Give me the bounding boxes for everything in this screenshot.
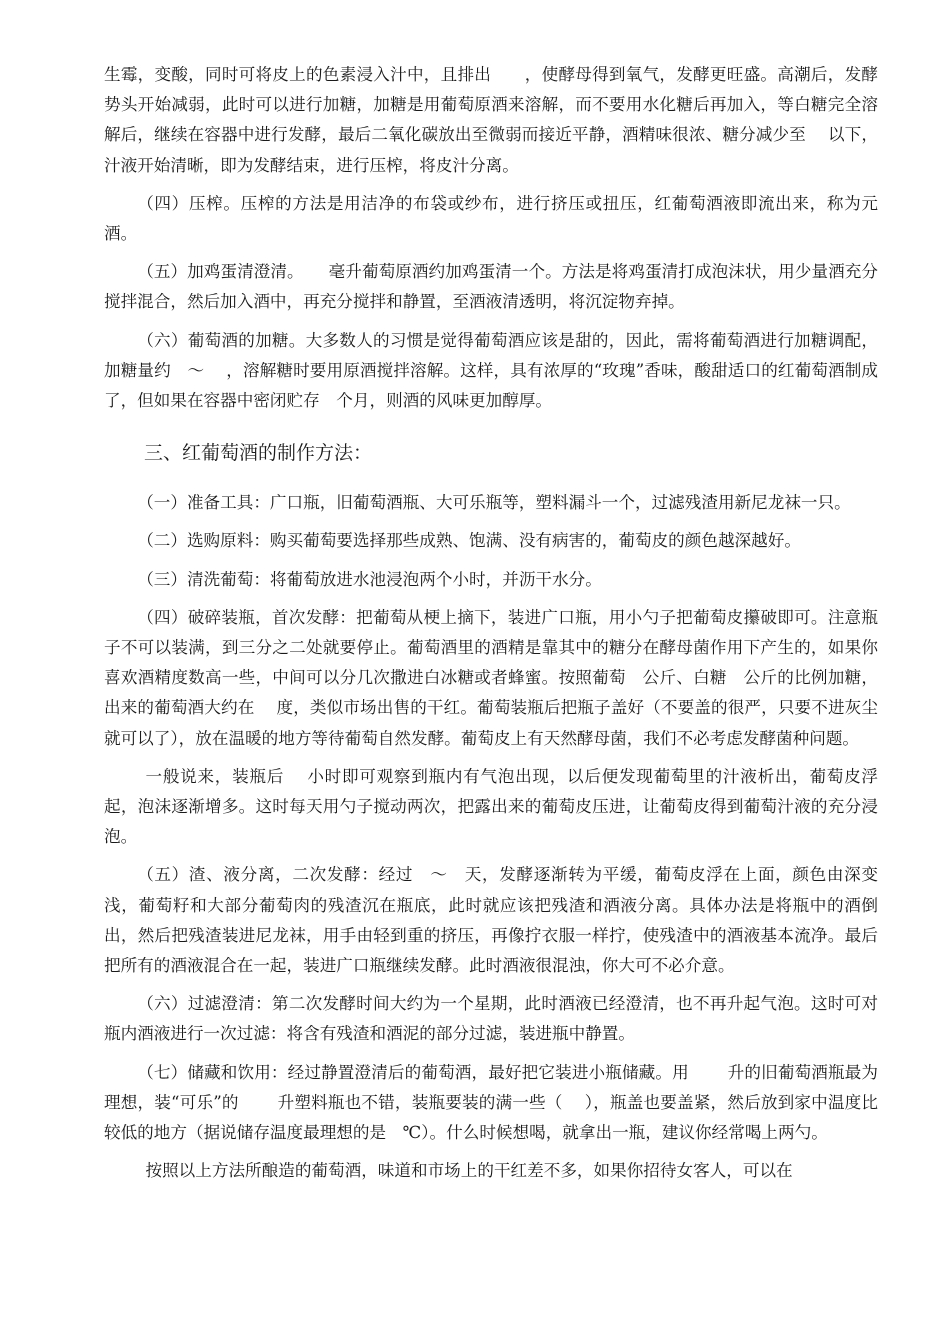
paragraph-storage: （七）储藏和饮用：经过静置澄清后的葡萄酒，最好把它装进小瓶储藏。用 升的旧葡萄酒瓶最为理想，装“可乐”的 升塑料瓶也不错，装瓶要装的满一些（ ），瓶盖也要盖紧，然后放到家中温度比较低的地方（据说储存温度最理想的是 ℃）。什么时候想喝，就拿出一瓶，建议你经常喝上两勺。	[104, 1062, 878, 1143]
paragraph-filtering: （六）过滤澄清：第二次发酵时间大约为一个星期，此时酒液已经澄清，也不再升起气泡。这时可对瓶内酒液进行一次过滤：将含有残渣和酒泥的部分过滤，装进瓶中静置。	[104, 994, 878, 1044]
paragraph-fermentation-continued: 生霉，变酸，同时可将皮上的色素浸入汁中，且排出 ，使酵母得到氧气，发酵更旺盛。高潮后，发酵势头开始减弱，此时可以进行加糖，加糖是用葡萄原酒来溶解，而不要用水化糖后再加入，等白糖完全溶解后，继续在容器中进行发酵，最后二氧化碳放出至微弱而接近平静，酒精味很浓、糖分减少至 以下，汁液开始清晰，即为发酵结束，进行压榨，将皮汁分离。	[104, 65, 878, 175]
paragraph-prepare-tools: （一）准备工具：广口瓶，旧葡萄酒瓶、大可乐瓶等，塑料漏斗一个，过滤残渣用新尼龙袜一只。	[137, 493, 851, 513]
paragraph-adding-sugar: （六）葡萄酒的加糖。大多数人的习惯是觉得葡萄酒应该是甜的，因此，需将葡萄酒进行加糖调配，加糖量约 ～ ，溶解糖时要用原酒搅拌溶解。这样，具有浓厚的“玫瑰”香味，酸甜适口的红葡萄酒制成了，但如果在容器中密闭贮存 个月，则酒的风味更加醇厚。	[104, 330, 878, 411]
document-body	[104, 60, 878, 1195]
paragraph-egg-white-clarification: （五）加鸡蛋清澄清。 毫升葡萄原酒约加鸡蛋清一个。方法是将鸡蛋清打成泡沫状，用少量酒充分搅拌混合，然后加入酒中，再充分搅拌和静置，至酒液清透明，将沉淀物弃掉。	[104, 262, 878, 312]
paragraph-general-observation: 一般说来，装瓶后 小时即可观察到瓶内有气泡出现，以后便发现葡萄里的汁液析出，葡萄皮浮起，泡沫逐渐增多。这时每天用勺子搅动两次，把露出来的葡萄皮压进，让葡萄皮得到葡萄汁液的充分浸泡。	[104, 766, 878, 847]
section-heading: 三、红葡萄酒的制作方法：	[144, 442, 373, 465]
paragraph-wash-grapes: （三）清洗葡萄：将葡萄放进水池浸泡两个小时，并沥干水分。	[137, 569, 602, 589]
paragraph-crush-and-bottle: （四）破碎装瓶，首次发酵：把葡萄从梗上摘下，装进广口瓶，用小勺子把葡萄皮攥破即可。注意瓶子不可以装满，到三分之二处就要停止。葡萄酒里的酒精是靠其中的糖分在酵母菌作用下产生的，如果你喜欢酒精度数高一些，中间可以分几次撒进白冰糖或者蜂蜜。按照葡萄 公斤、白糖 公斤的比例加糖，出来的葡萄酒大约在 度，类似市场出售的干红。葡萄装瓶后把瓶子盖好（不要盖的很严，只要不进灰尘就可以了），放在温暖的地方等待葡萄自然发酵。葡萄皮上有天然酵母菌，我们不必考虑发酵菌种问题。	[104, 607, 878, 748]
paragraph-pressing: （四）压榨。压榨的方法是用洁净的布袋或纱布，进行挤压或扭压，红葡萄酒液即流出来，称为元酒。	[104, 193, 878, 244]
paragraph-buy-materials: （二）选购原料：购买葡萄要选择那些成熟、饱满、没有病害的，葡萄皮的颜色越深越好。	[137, 531, 801, 551]
paragraph-separation: （五）渣、液分离，二次发酵：经过 ～ 天，发酵逐渐转为平缓，葡萄皮浮在上面，颜色由深变浅，葡萄籽和大部分葡萄肉的残渣沉在瓶底，此时就应该把残渣和酒液分离。具体办法是将瓶中的酒倒出，然后把残渣装进尼龙袜，用手由轻到重的挤压，再像拧衣服一样拧，使残渣中的酒液基本流净。最后把所有的酒液混合在一起，装进广口瓶继续发酵。此时酒液很混浊，你大可不必介意。	[104, 865, 878, 976]
paragraph-final: 按照以上方法所酿造的葡萄酒，味道和市场上的干红差不多，如果你招待女客人，可以在	[145, 1161, 793, 1181]
